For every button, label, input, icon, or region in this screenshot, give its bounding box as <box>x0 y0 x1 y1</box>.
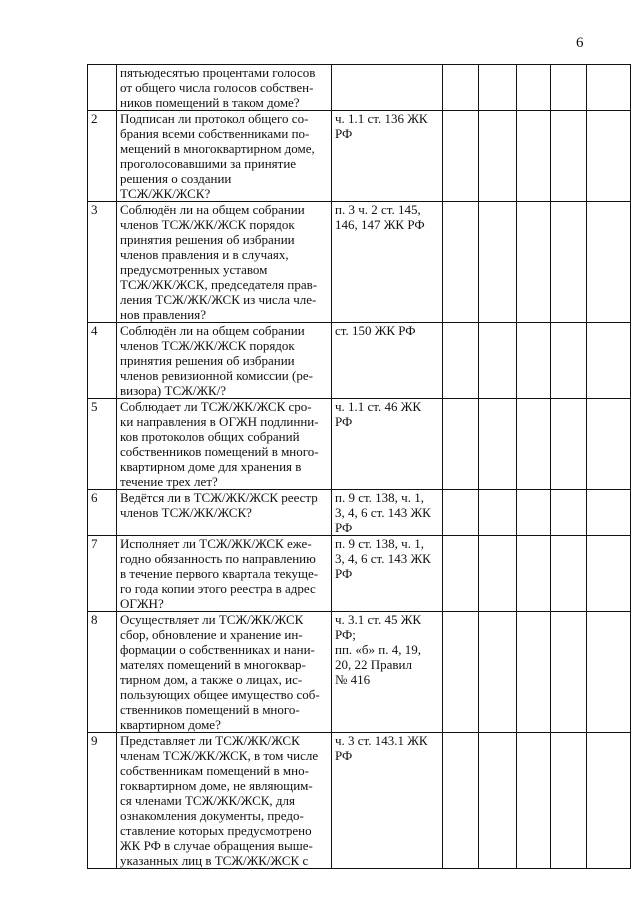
row-question <box>117 323 332 399</box>
answer-cell[interactable] <box>587 202 631 323</box>
question-line: ознакомления документы, предо- <box>120 808 304 823</box>
row-question <box>117 733 332 869</box>
answer-cell[interactable] <box>443 490 479 536</box>
answer-cell[interactable] <box>517 490 551 536</box>
question-line: Представляет ли ТСЖ/ЖК/ЖСК <box>120 733 300 748</box>
answer-cell[interactable] <box>551 733 587 869</box>
question-line: гоквартирном доме, не являющим- <box>120 778 313 793</box>
answer-cell[interactable] <box>587 65 631 111</box>
question-line: пользующих общее имущество соб- <box>120 687 320 702</box>
answer-cell[interactable] <box>517 111 551 202</box>
row-legal-reference <box>332 111 443 202</box>
reference-line: РФ; <box>335 627 356 642</box>
answer-cell[interactable] <box>517 65 551 111</box>
reference-line: № 416 <box>335 672 371 687</box>
row-question <box>117 490 332 536</box>
answer-cell[interactable] <box>443 65 479 111</box>
reference-line: ст. 150 ЖК РФ <box>335 323 416 338</box>
question-line: от общего числа голосов собствен- <box>120 80 314 95</box>
answer-cell[interactable] <box>587 490 631 536</box>
question-line: пятьюдесятью процентами голосов <box>120 65 316 80</box>
question-line: членов ревизионной комиссии (ре- <box>120 368 313 383</box>
question-line: ников помещений в таком доме? <box>120 95 300 110</box>
answer-cell[interactable] <box>587 733 631 869</box>
table-row <box>88 733 631 869</box>
answer-cell[interactable] <box>443 733 479 869</box>
question-line: ЖК РФ в случае обращения выше- <box>120 838 313 853</box>
question-line: членов правления и в случаях, <box>120 247 289 262</box>
table-row <box>88 111 631 202</box>
answer-cell[interactable] <box>443 323 479 399</box>
question-line: формации о собственниках и нани- <box>120 642 315 657</box>
answer-cell[interactable] <box>479 733 517 869</box>
question-line: мещений в многоквартирном доме, <box>120 141 315 156</box>
answer-cell[interactable] <box>517 323 551 399</box>
row-legal-reference <box>332 399 443 490</box>
answer-cell[interactable] <box>479 612 517 733</box>
page-number: 6 <box>576 35 584 51</box>
row-legal-reference <box>332 65 443 111</box>
question-line: членам ТСЖ/ЖК/ЖСК, в том числе <box>120 748 319 763</box>
answer-cell[interactable] <box>587 612 631 733</box>
question-line: ТСЖ/ЖК/ЖСК? <box>120 186 211 201</box>
question-line: Соблюдён ли на общем собрании <box>120 202 305 217</box>
row-question <box>117 612 332 733</box>
reference-line: 3, 4, 6 ст. 143 ЖК <box>335 505 431 520</box>
reference-line: ч. 1.1 ст. 46 ЖК <box>335 399 422 414</box>
answer-cell[interactable] <box>587 323 631 399</box>
question-line: нов правления? <box>120 307 206 322</box>
row-number: 6 <box>88 490 117 536</box>
question-line: квартирном доме? <box>120 717 221 732</box>
question-line: Осуществляет ли ТСЖ/ЖК/ЖСК <box>120 612 304 627</box>
answer-cell[interactable] <box>587 399 631 490</box>
reference-line: ч. 3.1 ст. 45 ЖК <box>335 612 422 627</box>
table-row <box>88 399 631 490</box>
answer-cell[interactable] <box>551 323 587 399</box>
answer-cell[interactable] <box>443 111 479 202</box>
row-legal-reference <box>332 536 443 612</box>
answer-cell[interactable] <box>587 111 631 202</box>
question-line: ки направления в ОГЖН подлинни- <box>120 414 319 429</box>
answer-cell[interactable] <box>479 65 517 111</box>
answer-cell[interactable] <box>479 490 517 536</box>
row-number: 2 <box>88 111 117 202</box>
question-line: квартирном доме для хранения в <box>120 459 302 474</box>
question-line: членов ТСЖ/ЖК/ЖСК? <box>120 505 252 520</box>
answer-cell[interactable] <box>551 536 587 612</box>
reference-line: РФ <box>335 414 353 429</box>
answer-cell[interactable] <box>587 536 631 612</box>
row-legal-reference <box>332 323 443 399</box>
question-line: го года копии этого реестра в адрес <box>120 581 316 596</box>
answer-cell[interactable] <box>443 612 479 733</box>
reference-line: РФ <box>335 566 353 581</box>
question-line: собственникам помещений в мно- <box>120 763 309 778</box>
question-line: Подписан ли протокол общего со- <box>120 111 309 126</box>
row-question <box>117 536 332 612</box>
question-line: визора) ТСЖ/ЖК/? <box>120 383 227 398</box>
row-number: 3 <box>88 202 117 323</box>
answer-cell[interactable] <box>551 399 587 490</box>
question-line: ственников помещений в много- <box>120 702 300 717</box>
answer-cell[interactable] <box>551 490 587 536</box>
row-question <box>117 65 332 111</box>
question-line: тирном дом, а также о лицах, ис- <box>120 672 303 687</box>
row-legal-reference <box>332 202 443 323</box>
question-line: мателях помещений в многоквар- <box>120 657 306 672</box>
question-line: Исполняет ли ТСЖ/ЖК/ЖСК еже- <box>120 536 312 551</box>
answer-cell[interactable] <box>517 536 551 612</box>
answer-cell[interactable] <box>479 399 517 490</box>
answer-cell[interactable] <box>479 202 517 323</box>
question-line: брания всеми собственниками по- <box>120 126 310 141</box>
row-number: 7 <box>88 536 117 612</box>
row-question <box>117 111 332 202</box>
reference-line: п. 3 ч. 2 ст. 145, <box>335 202 421 217</box>
question-line: решения о создании <box>120 171 232 186</box>
table-row <box>88 490 631 536</box>
question-line: собственников помещений в много- <box>120 444 319 459</box>
question-line: проголосовавшими за принятие <box>120 156 297 171</box>
answer-cell[interactable] <box>517 202 551 323</box>
question-line: Ведётся ли в ТСЖ/ЖК/ЖСК реестр <box>120 490 318 505</box>
question-line: ТСЖ/ЖК/ЖСК, председателя прав- <box>120 277 318 292</box>
reference-line: РФ <box>335 520 353 535</box>
reference-line: 146, 147 ЖК РФ <box>335 217 425 232</box>
answer-cell[interactable] <box>551 111 587 202</box>
checklist-table <box>87 64 631 869</box>
row-legal-reference <box>332 490 443 536</box>
row-number: 9 <box>88 733 117 869</box>
answer-cell[interactable] <box>517 399 551 490</box>
row-question <box>117 202 332 323</box>
answer-cell[interactable] <box>479 536 517 612</box>
question-line: течение трех лет? <box>120 474 218 489</box>
reference-line: п. 9 ст. 138, ч. 1, <box>335 536 424 551</box>
answer-cell[interactable] <box>517 733 551 869</box>
reference-line: 20, 22 Правил <box>335 657 412 672</box>
question-line: годно обязанность по направлению <box>120 551 316 566</box>
row-legal-reference <box>332 612 443 733</box>
reference-line: пп. «б» п. 4, 19, <box>335 642 421 657</box>
row-number: 8 <box>88 612 117 733</box>
reference-line: 3, 4, 6 ст. 143 ЖК <box>335 551 431 566</box>
question-line: принятия решения об избрании <box>120 232 295 247</box>
answer-cell[interactable] <box>479 323 517 399</box>
question-line: ся членами ТСЖ/ЖК/ЖСК, для <box>120 793 296 808</box>
answer-cell[interactable] <box>443 399 479 490</box>
question-line: ОГЖН? <box>120 596 164 611</box>
question-line: ления ТСЖ/ЖК/ЖСК из числа чле- <box>120 292 317 307</box>
row-number: 4 <box>88 323 117 399</box>
table-row <box>88 536 631 612</box>
question-line: ставление которых предусмотрено <box>120 823 312 838</box>
question-line: ков протоколов общих собраний <box>120 429 300 444</box>
question-line: предусмотренных уставом <box>120 262 268 277</box>
reference-line: п. 9 ст. 138, ч. 1, <box>335 490 424 505</box>
question-line: членов ТСЖ/ЖК/ЖСК порядок <box>120 217 295 232</box>
question-line: в течение первого квартала текуще- <box>120 566 319 581</box>
answer-cell[interactable] <box>551 65 587 111</box>
answer-cell[interactable] <box>551 202 587 323</box>
row-number: 5 <box>88 399 117 490</box>
table-row <box>88 323 631 399</box>
row-legal-reference <box>332 733 443 869</box>
question-line: членов ТСЖ/ЖК/ЖСК порядок <box>120 338 295 353</box>
answer-cell[interactable] <box>443 536 479 612</box>
row-number <box>88 65 117 111</box>
reference-line: РФ <box>335 126 353 141</box>
question-line: Соблюдён ли на общем собрании <box>120 323 305 338</box>
table-row <box>88 612 631 733</box>
answer-cell[interactable] <box>479 111 517 202</box>
question-line: сбор, обновление и хранение ин- <box>120 627 303 642</box>
question-line: Соблюдает ли ТСЖ/ЖК/ЖСК сро- <box>120 399 312 414</box>
question-line: принятия решения об избрании <box>120 353 295 368</box>
table-row <box>88 65 631 111</box>
reference-line: РФ <box>335 748 353 763</box>
table-row <box>88 202 631 323</box>
answer-cell[interactable] <box>517 612 551 733</box>
row-question <box>117 399 332 490</box>
reference-line: ч. 3 ст. 143.1 ЖК <box>335 733 428 748</box>
question-line: указанных лиц в ТСЖ/ЖК/ЖСК с <box>120 853 309 868</box>
reference-line: ч. 1.1 ст. 136 ЖК <box>335 111 428 126</box>
answer-cell[interactable] <box>551 612 587 733</box>
answer-cell[interactable] <box>443 202 479 323</box>
